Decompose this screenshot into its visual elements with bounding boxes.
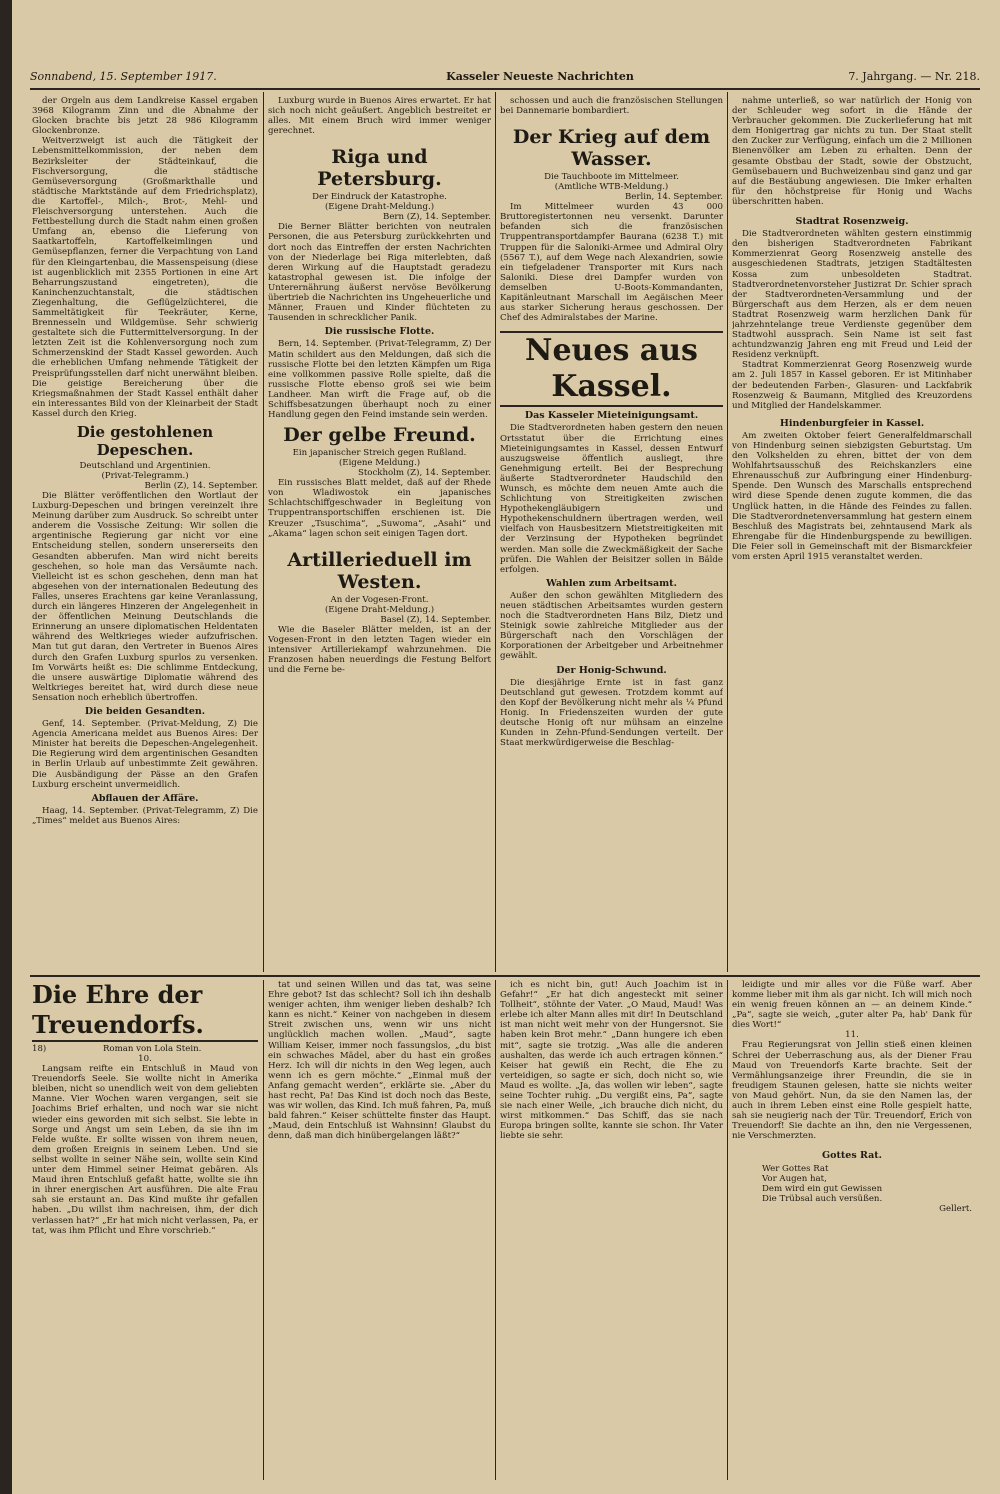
source-note: (Eigene Draht-Meldung.) bbox=[324, 604, 435, 615]
headline: Der Honig-Schwund. bbox=[556, 664, 667, 676]
article-text: der Orgeln aus dem Landkreise Kassel ergaben 3968 Kilogramm Zinn und die Abnahme der Glocken brachte bis jetzt 28 986 Kilogramm Glockenbronze. bbox=[32, 96, 258, 137]
article-text: Haag, 14. September. (Privat-Telegramm, Z) Die „Times“ meldet aus Buenos Aires: bbox=[32, 805, 258, 826]
column-rule bbox=[263, 980, 264, 1480]
headline: Wahlen zum Arbeitsamt. bbox=[546, 577, 677, 589]
installment-number: 18) bbox=[32, 1044, 47, 1054]
source-note: (Privat-Telegramm.) bbox=[101, 471, 189, 481]
headline: Abflauen der Affäre. bbox=[91, 792, 199, 804]
column-2 bbox=[268, 96, 491, 970]
dateline: Basel (Z), 14. September. bbox=[380, 614, 491, 625]
article-text: Ein russisches Blatt meldet, daß auf der Rhede von Wladiwostok ein japanisches Schlachtschiffgeschwader in Begleitung von Truppentransportschiffen erschienen ist. Die Kreuzer „Tsuschima“, „Suwoma“, „Asahi“ und „Akama“ lagen schon seit einigen Tagen dort. bbox=[268, 478, 491, 539]
headline: Stadtrat Rosenzweig. bbox=[795, 216, 909, 228]
source-note: (Eigene Meldung.) bbox=[338, 458, 421, 469]
article-text: nahme unterließ, so war natürlich der Honig von der Schleuder weg sofort in die Hände der Verbraucher gekommen. Die Zuckerlieferung hat mit dem Honigertrag gar nichts zu tun. Der Staat stellt den Zucker zur Verfügung, einfach um die 2 Millionen Bienenvölker am Leben zu erhalten. Denn der gesamte Obstbau der Stadt, sowie der Obstzucht, Gemüsebauern und Buchweizenbau sind ganz und gar auf die Bestäubung angewiesen. Die Imker erhalten für den höchstpreise für Honig und Wachs überschritten haben. bbox=[732, 96, 972, 207]
binding-edge bbox=[0, 0, 12, 1494]
novel-text: tat und seinen Willen und das tat, was seine Ehre gebot? Ist das schlecht? Soll ich ihn deshalb weniger achten, ihm weniger lieben deshalb? Ich kann es nicht.“ Keiner von nachgeben in diesem Streit zwischen uns, wenn wir uns nicht unglücklich machen wollen. „Maud“, sagte William Keiser, immer noch fassungslos, „du bist ein schwaches Mädel, aber du hast ein großes Herz. Ich will dir nichts in den Weg legen, auch wenn ich es gern möchte.“ „Einmal muß der Anfang gemacht werden“, erklärte sie. „Aber du hast recht, Pa! Das Kind ist doch noch das Beste, was wir wollen, das Kind. Ich muß fahren, Pa, muß bald fahren.“ Keiser schüttelte finster das Haupt. „Maud, dein Entschluß ist Wahnsinn! Glaubst du denn, daß man dich hinübergelangen läßt?“ bbox=[268, 980, 491, 1142]
headline: Das Kasseler Mieteinigungsamt. bbox=[524, 410, 699, 422]
article-text: Außer den schon gewählten Mitgliedern des neuen städtischen Arbeitsamtes wurden gestern noch die Stadtverordneten Hans Bilz, Dietz und Steinigk sowie zahlreiche Mitglieder aus der Bürgerschaft nach den Vorschlägen der Korporationen der Arbeitgeber und Arbeitnehmer gewählt. bbox=[500, 590, 723, 662]
dateline: Bern (Z), 14. September. bbox=[383, 212, 491, 223]
column-3 bbox=[500, 96, 723, 970]
article-text: schossen und auch die französischen Stellungen bei Dannemarie bombardiert. bbox=[500, 96, 723, 117]
headline: Artillerieduell im Westen. bbox=[287, 548, 472, 593]
column-rule bbox=[727, 92, 728, 972]
subheadline: Ein japanischer Streich gegen Rußland. bbox=[292, 448, 467, 459]
source-note: (Amtliche WTB-Meldung.) bbox=[554, 182, 669, 193]
article-text: Im Mittelmeer wurden 43 000 Bruttoregistertonnen neu versenkt. Darunter befanden sich die französischen Truppentransportdampfer Baurana (6238 T.) mit Truppen für die Saloniki-Armee und Admiral Olry (5567 T.), auf dem Wege nach Alexandrien, sowie ein tiefgeladener Transporter mit Kurs nach Saloniki. Diese drei Dampfer wurden von demselben U-Boots-Kommandanten, Kapitänleutnant Marschall im Aegäischen Meer aus starker Sicherung heraus geschossen. Der Chef des Admiralstabes der Marine. bbox=[500, 202, 723, 324]
chapter-number: 10. bbox=[138, 1054, 152, 1065]
article-text: Stadtrat Kommerzienrat Georg Rosenzweig wurde am 2. Juli 1857 in Kassel geboren. Er ist Mitinhaber der bedeutenden Farben-, Glasuren- und Lackfabrik Rosenzweig & Baumann, Mitglied des Kreuzordens und Mitglied der Handelskammer. bbox=[732, 360, 972, 411]
article-text: Die Stadtverordneten wählten gestern einstimmig den bisherigen Stadtverordneten Fabrikant Kommerzienrat Georg Rosenzweig anstelle des ausgeschiedenen Stadtrats, jetzigen Stadtältesten Kossa zum unbesoldeten Stadtrat. Stadtverordnetenvorsteher Justizrat Dr. Schier sprach der Stadtverordneten-Versammlung und der Bürgerschaft aus dem Herzen, als er dem neuen Stadtrat Rosenzweig warm herzlichen Dank für jahrzehntelange treue Verdienste gegenüber dem Stadtwohl aussprach. Sein Name ist seit fast achtundzwanzig Jahren eng mit Freud und Leid der Residenz verknüpft. bbox=[732, 229, 972, 361]
headline: Die beiden Gesandten. bbox=[84, 705, 206, 717]
novel-text: Langsam reifte ein Entschluß in Maud von Treuendorfs Seele. Sie wollte nicht in Amerika bleiben, nicht so unendlich weit von dem geliebten Manne. Vier Wochen waren vergangen, seit sie Joachims Brief erhalten, und noch war sie nicht wieder eins geworden mit sich selbst. Sie lebte in Sorge und Angst um sein Leben, da sie ihn im Felde wußte. Er sollte wissen von ihrem neuen, dem großen Ereignis in seinem Leben. Und sie selbst wollte in seiner Nähe sein, wollte sein Kind unter dem Himmel seiner Heimat gebären. Als Maud ihren Entschluß gefaßt hatte, wollte sie ihn in ihrer energischen Art ausführen. Die alte Frau sah sie erstaunt an. Das Kind mußte ihr gefallen haben. „Du willst ihm nachreisen, ihm, der dich verlassen hat?“ „Er hat mich nicht verlassen, Pa, er tat, was ihm Pflicht und Ehre vorschrieb.“ bbox=[32, 1064, 258, 1236]
column-rule bbox=[495, 980, 496, 1480]
headline: Der Krieg auf dem Wasser. bbox=[512, 126, 711, 171]
subheadline: Die Tauchboote im Mittelmeer. bbox=[544, 172, 679, 183]
headline: Hindenburgfeier in Kassel. bbox=[779, 417, 925, 429]
article-text: Genf, 14. September. (Privat-Meldung, Z) Die Agencia Americana meldet aus Buenos Aires: Der Minister hat bereits die Depeschen-Angelegenheit. Die Regierung wird dem argentinischen Gesandten in Berlin Urlaub auf unbestimmte Zeit gewähren. Die Ausbändigung der Pässe an den Grafen Luxburg erscheint unvermeidlich. bbox=[32, 719, 258, 790]
novel-text: leidigte und mir alles vor die Füße warf. Aber komme lieber mit ihm als gar nicht. Ich will mich noch ein wenig freuen können an — an deinem Kinde.“ „Pa“, sagte sie weich, „guter alter Pa, hab' Dank für dies Wort!“ bbox=[732, 980, 972, 1031]
article-text: Am zweiten Oktober feiert Generalfeldmarschall von Hindenburg seinen siebzigsten Geburtstag. Um den Volkshelden zu ehren, bittet der von dem Wohlfahrtsausschuß des Reichskanzlers eine Ehrenausschuß zur Aufbringung einer Hindenburg-Spende. Den Wunsch des Marschalls entsprechend wird diese Spende denen zugute kommen, die das Unglück hatten, in die Hände des Feindes zu fallen. Die Stadtverordnetenversammlung hat gestern einem Beschluß des Magistrats bei, zehntausend Mark als Ehrengabe für die Hindenburgspende zu bewilligen. Die Feier soll in Gemeinschaft mit der Bismarckfeier vom ersten April 1915 veranstaltet werden. bbox=[732, 430, 972, 563]
subheadline: Deutschland und Argentinien. bbox=[79, 461, 211, 471]
column-rule bbox=[263, 92, 264, 972]
subheadline: An der Vogesen-Front. bbox=[330, 594, 429, 605]
article-text: Die Berner Blätter berichten von neutralen Personen, die aus Petersburg zurückkehrten und dort noch das Eintreffen der ersten Nachrichten von der Niederlage bei Riga miterlebten, daß deren Wirkung auf die Hauptstadt geradezu katastrophal gewesen ist. Die infolge der Unterernährung äußerst nervöse Bevölkerung übertrieb die Nachrichten ins Ungeheuerliche und Männer, Frauen und Kinder flüchteten zu Tausenden in schrecklicher Panik. bbox=[268, 222, 491, 324]
page-header bbox=[30, 66, 980, 90]
article-text: Die Blätter veröffentlichen den Wortlaut der Luxburg-Depeschen und bringen vereinzelt ihre Meinung darüber zum Ausdruck. So schreibt unter anderem die Vossische Zeitung: Wir sollen die argentinische Regierung gar nicht vor eine Entscheidung stellen, sondern unsererseits den Gesandten abberufen. Man wird nicht bereits geschehen, so hole man das Versäumte nach. Vielleicht ist es schon geschehen, denn man hat abgesehen von der internationalen Bedeutung des Falles, unseres Erachtens gar keine Veranlassung, durch ein längeres Hinzeren der Angelegenheit in der öffentlichen Meinung Deutschlands die Erinnerung an unsere diplomatischen Heldentaten während des Weltkrieges wieder aufzufrischen. Man tut gut daran, den Vertreter in Buenos Aires durch den Grafen Luxburg spurlos zu versenken. Im Vorwärts heißt es: Die schlimme Entdeckung, die unsere auswärtige Diplomatie während des Weltkrieges bereitet hat, wird durch diese neue Sensation noch erheblich übertroffen. bbox=[32, 491, 258, 703]
article-text: Bern, 14. September. (Privat-Telegramm, Z) Der Matin schildert aus den Meldungen, daß sich die russische Flotte bei den letzten Kämpfen um Riga eine vollkommen passive Rolle spielte, daß die russische Flotte ebenso groß sei wie beim Landheer. Man wirft die Frage auf, ob die Schiffsbesatzungen überhaupt noch zu einer Handlung gegen den Feind imstande sein werden. bbox=[268, 339, 491, 421]
novel-column-4 bbox=[732, 980, 972, 1480]
headline: Der gelbe Freund. bbox=[283, 424, 476, 447]
article-text: Die Stadtverordneten haben gestern den neuen Ortsstatut über die Errichtung eines Mieteinigungsamtes in Kassel, dessen Entwurf auszugsweise öffentlich ausliegt, ihre Genehmigung erteilt. Bei der Besprechung äußerte Stadtverordneter Haudschild den Wunsch, es möchte dem neuen Amte auch die Schlichtung von Streitigkeiten zwischen Hypothekengläubigern und Hypothekenschuldnern übertragen werden, weil vielfach von Hausbesitzern Mietstreitigkeiten mit der Verzinsung der Hypotheken begründet werden. Man solle die Zweckmäßigkeit der Sache prüfen. Die Wahlen der Beisitzer sollen in Bälde erfolgen. bbox=[500, 423, 723, 575]
novel-text: Frau Regierungsrat von Jellin stieß einen kleinen Schrei der Ueberraschung aus, als der Diener Frau Maud von Treuendorfs Karte brachte. Seit der Vermählungsanzeige ihrer Freundin, die sie in freudigem Staunen gelesen, hatte sie nichts weiter von Maud gehört. Nun, da sie den Namen las, der auch in ihrem Leben einst eine Rolle gespielt hatte, sah sie neugierig nach der Tür. Treuendorf, Erich von Treuendorf! Sie dachte an ihn, den nie Vergessenen, nie Verschmerzten. bbox=[732, 1040, 972, 1142]
section-headline: Neues aus Kassel. bbox=[500, 331, 723, 407]
header-issue: 7. Jahrgang. — Nr. 218. bbox=[848, 70, 980, 83]
column-rule bbox=[495, 92, 496, 972]
novel-text: ich es nicht bin, gut! Auch Joachim ist in Gefahr!“ „Er hat dich angesteckt mit seiner Tollheit“, stöhnte der Vater. „O Maud, Maud! Was erlebe ich alter Mann alles mit dir! In Deutschland ist man nicht weit mehr von der Hungersnot. Sie haben kein Brot mehr.“ „Dann hungere ich eben mit“, sagte sie trotzig. „Was alle die anderen aushalten, das werde ich auch ertragen können.“ Keiser hat gewiß ein Recht, die Ehe zu verteidigen, so sagte er sich, doch nicht so, wie Maud es wollte. „Ja, das wollen wir leben“, sagte seine Tochter ruhig. „Du vergißt eins, Pa“, sagte sie nach einer Weile, „ich brauche dich nicht, du wirst mitkommen.“ Das Schiff, das sie nach Europa bringen sollte, kannte sie schon. Ihr Vater liebte sie sehr. bbox=[500, 980, 723, 1142]
dateline: Stockholm (Z), 14. September. bbox=[357, 468, 491, 479]
column-1 bbox=[32, 96, 258, 970]
poem-line: Die Trübsal auch versüßen. bbox=[762, 1193, 883, 1204]
dateline: Berlin, 14. September. bbox=[624, 192, 723, 203]
section-divider bbox=[30, 975, 980, 977]
headline: Die russische Flotte. bbox=[324, 326, 435, 338]
subheadline: Der Eindruck der Katastrophe. bbox=[312, 192, 447, 203]
headline: Die gestohlenen Depeschen. bbox=[76, 423, 214, 459]
header-date: Sonnabend, 15. September 1917. bbox=[30, 70, 217, 83]
header-paper-name: Kasseler Neueste Nachrichten bbox=[446, 70, 634, 83]
novel-byline: Roman von Lola Stein. bbox=[102, 1044, 202, 1054]
dateline: Berlin (Z), 14. September. bbox=[144, 481, 258, 491]
novel-column-2 bbox=[268, 980, 491, 1480]
column-rule bbox=[727, 980, 728, 1480]
source-note: (Eigene Draht-Meldung.) bbox=[324, 202, 435, 213]
article-text: Die diesjährige Ernte ist in fast ganz Deutschland gut gewesen. Trotzdem kommt auf den Kopf der Bevölkerung nicht mehr als ¼ Pfund Honig. In Friedenszeiten wurden der gute deutsche Honig oft nur mühsam an einzelne Kunden in Zehn-Pfund-Sendungen verteilt. Der Staat merkwürdigerweise die Beschlag- bbox=[500, 677, 723, 749]
poem-line: Vor Augen hat, bbox=[762, 1173, 827, 1184]
novel-column-1 bbox=[32, 980, 258, 1480]
poem-line: Wer Gottes Rat bbox=[762, 1163, 829, 1174]
chapter-number: 11. bbox=[845, 1030, 859, 1041]
novel-column-3 bbox=[500, 980, 723, 1480]
column-4 bbox=[732, 96, 972, 970]
poem-author: Gellert. bbox=[939, 1203, 972, 1214]
article-text: Wie die Baseler Blätter melden, ist an der Vogesen-Front in den letzten Tagen wieder ein intensiver Artilleriekampf wahrzunehmen. Die Franzosen haben neuerdings die Festung Belfort und die Ferne be- bbox=[268, 624, 491, 676]
article-text: Luxburg wurde in Buenos Aires erwartet. Er hat sich noch nicht geäußert. Angeblich bestreitet er alles. Mit einem Bruch wird immer weniger gerechnet. bbox=[268, 96, 491, 137]
poem-title: Gottes Rat. bbox=[822, 1150, 882, 1162]
poem-line: Dem wird ein gut Gewissen bbox=[762, 1183, 883, 1194]
novel-title: Die Ehre der Treuendorfs. bbox=[32, 980, 258, 1042]
article-text: Weitverzweigt ist auch die Tätigkeit der Lebensmittelkommission, der neben dem Bezirksleiter der Städteinkauf, die Fischversorgung, die städtische Gemüseversorgung (Großmarkthalle und städtische Marktstände auf dem Friedrichsplatz), die Kartoffel-, Milch-, Brot-, Mehl- und Fleischversorgung unterstehen. Auch die Fettbestellung durch die Stadt nahm einen großen Umfang an, ebenso die Lieferung von Saatkartoffeln, Kartoffelkeimlingen und Gemüsepflanzen, ferner die Verpachtung von Land für den Kleingartenbau, die Massenspeisung (diese ist augenblicklich mit 2355 Portionen in eine Art Beharrungszustand eingetreten), die Kaninchenzuchtanstalt, die städtischen Ziegenhaltung, die Geflügelzüchterei, die Sammeltätigkeit für Teekräuter, Kerne, Brennesseln und Wildgemüse. Sehr schwierig gestaltete sich die Futtermittelversorgung. In der letzten Zeit ist die Kohlenversorgung noch zum Schmerzenskind der Stadt Kassel geworden. Auch die erheblichen Umfang nehmende Tätigkeit der Preisprüfungsstellen darf nicht unerwähnt bleiben. Die geistige Bereicherung über die Kriegsmaßnahmen der Stadt Kassel enthält daher ein interessantes Bild von der Kleinarbeit der Stadt Kassel durch den Krieg. bbox=[32, 136, 258, 419]
headline: Riga und Petersburg. bbox=[317, 146, 442, 191]
